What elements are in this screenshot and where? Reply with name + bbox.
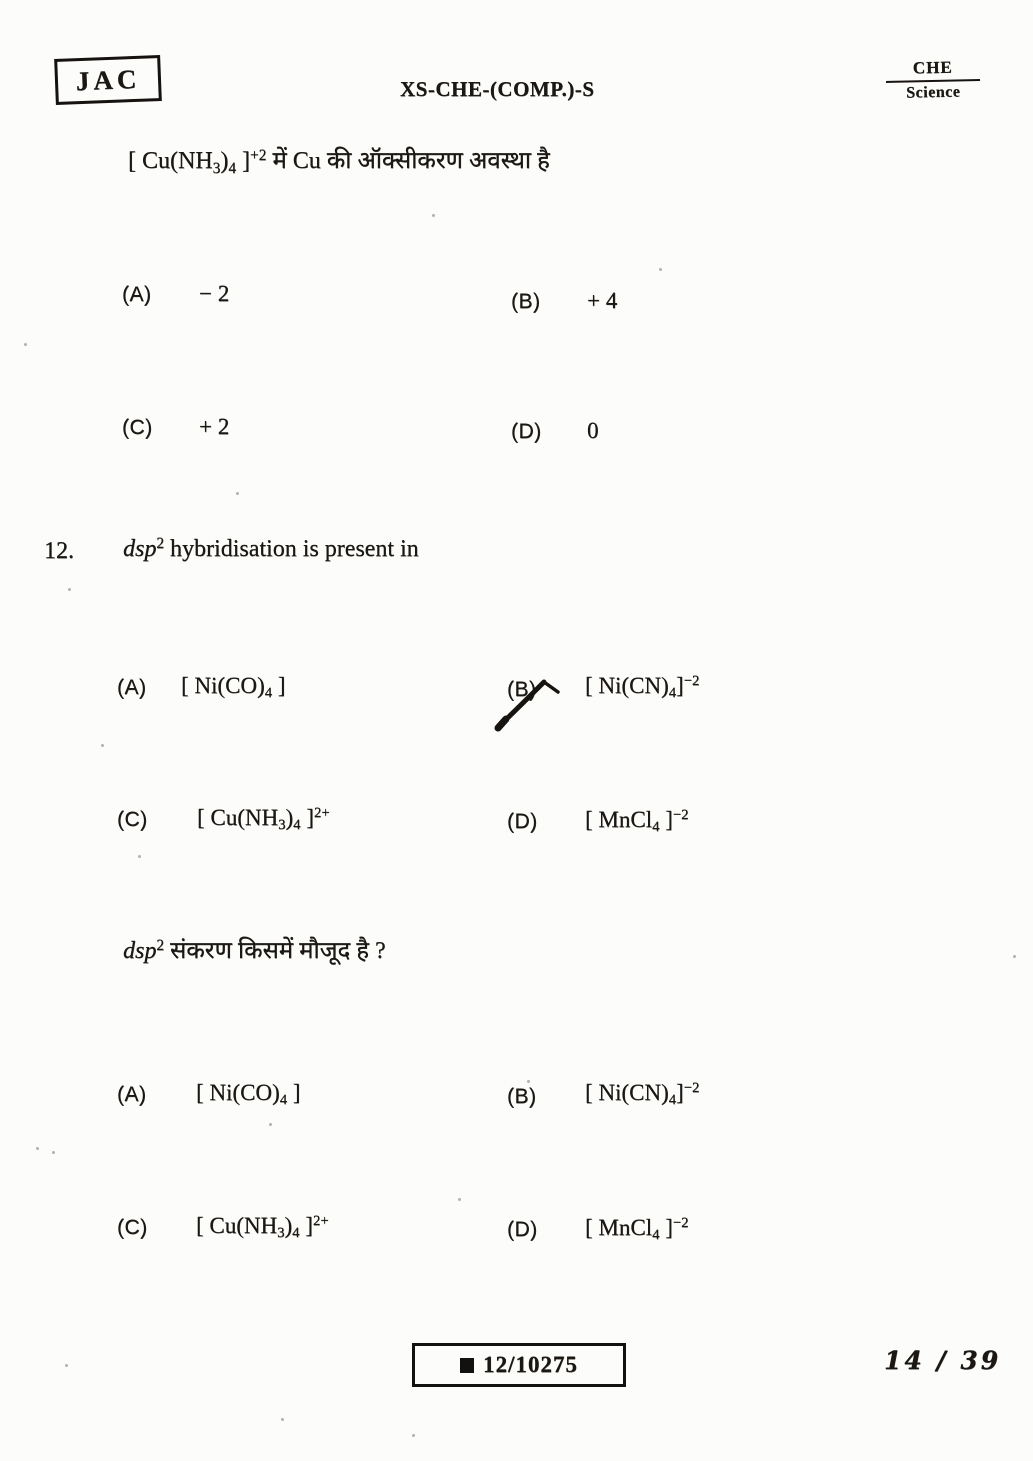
- scan-artifact-dot: [269, 1123, 272, 1126]
- option-a-label: (A): [117, 676, 147, 699]
- stream-label: Science: [906, 83, 961, 102]
- jac-logo-text: JAC: [75, 63, 141, 96]
- scan-artifact-dot: [52, 1151, 55, 1154]
- option-b-formula: [ $Ni(CN)_4]^{-2}$: [585, 672, 700, 702]
- scan-artifact-dot: [281, 1418, 284, 1421]
- option-b-label: (B): [507, 678, 537, 701]
- option-b-label: (B): [507, 1085, 537, 1108]
- option-a-label: (A): [122, 283, 152, 306]
- pen-strike-icon: [493, 672, 569, 732]
- scan-artifact-dot: [1013, 955, 1016, 958]
- scan-artifact-dot: [65, 1364, 68, 1367]
- option-c-label: (C): [122, 416, 153, 439]
- option-a-formula: [ $Ni(CO)_4$ ]: [181, 673, 286, 702]
- option-d-formula: [ MnCl$_4$ ]$^{-2}$: [585, 806, 689, 836]
- option-c-label: (C): [117, 1216, 148, 1239]
- subject-code: CHE: [886, 57, 980, 83]
- option-d-label: (D): [511, 420, 542, 443]
- option-b-formula: [ $Ni(CN)_4]^{-2}$: [585, 1079, 700, 1109]
- option-c-label: (C): [117, 808, 148, 831]
- option-c-formula: [ $Cu(NH_3)_4$ ]$^{2+}$: [197, 804, 330, 834]
- option-d-formula: [ MnCl$_4$ ]$^{-2}$: [585, 1214, 689, 1244]
- scan-artifact-dot: [458, 1198, 461, 1201]
- scan-artifact-dot: [412, 1434, 415, 1437]
- booklet-number-box: [412, 1343, 626, 1387]
- booklet-code: 12/10275: [483, 1352, 578, 1377]
- option-d-label: (D): [507, 810, 538, 833]
- paper-code: XS-CHE-(COMP.)-S: [400, 77, 595, 101]
- jac-logo: [54, 55, 162, 105]
- option-a-formula: [ $Ni(CO)_4$ ]: [196, 1080, 301, 1109]
- question-12-text-english: dsp$^2$ hybridisation is present in: [123, 534, 419, 562]
- question-number: 12.: [44, 538, 74, 564]
- subject-header: [886, 57, 981, 103]
- question-12-text-hindi: dsp$^2$ संकरण किसमें मौजूद है ?: [123, 936, 386, 964]
- question-top-text-hindi: [ $Cu(NH_3)_4$ ]$^{+2}$ में Cu की ऑक्सीकरण अवस्था है: [128, 146, 550, 177]
- option-d-label: (D): [507, 1218, 538, 1241]
- option-c-value: + 2: [199, 414, 230, 439]
- option-a-value: − 2: [199, 281, 230, 306]
- option-a-label: (A): [117, 1083, 147, 1106]
- option-b-label: (B): [511, 290, 541, 313]
- scan-artifact-dot: [659, 268, 662, 271]
- option-c-formula: [ $Cu(NH_3)_4$ ]$^{2+}$: [196, 1212, 329, 1242]
- scan-artifact-dot: [101, 744, 104, 747]
- scan-artifact-dot: [68, 588, 71, 591]
- filled-square-icon: [460, 1358, 474, 1373]
- scan-artifact-dot: [24, 343, 27, 346]
- scan-artifact-dot: [138, 855, 141, 858]
- option-d-value: 0: [587, 418, 599, 443]
- scan-artifact-dot: [236, 492, 239, 495]
- scan-artifact-dot: [432, 214, 435, 217]
- scan-artifact-dot: [36, 1147, 39, 1150]
- page-indicator: 14 / 39: [884, 1346, 1002, 1375]
- option-b-value: + 4: [587, 288, 618, 313]
- scan-artifact-dot: [527, 1080, 530, 1083]
